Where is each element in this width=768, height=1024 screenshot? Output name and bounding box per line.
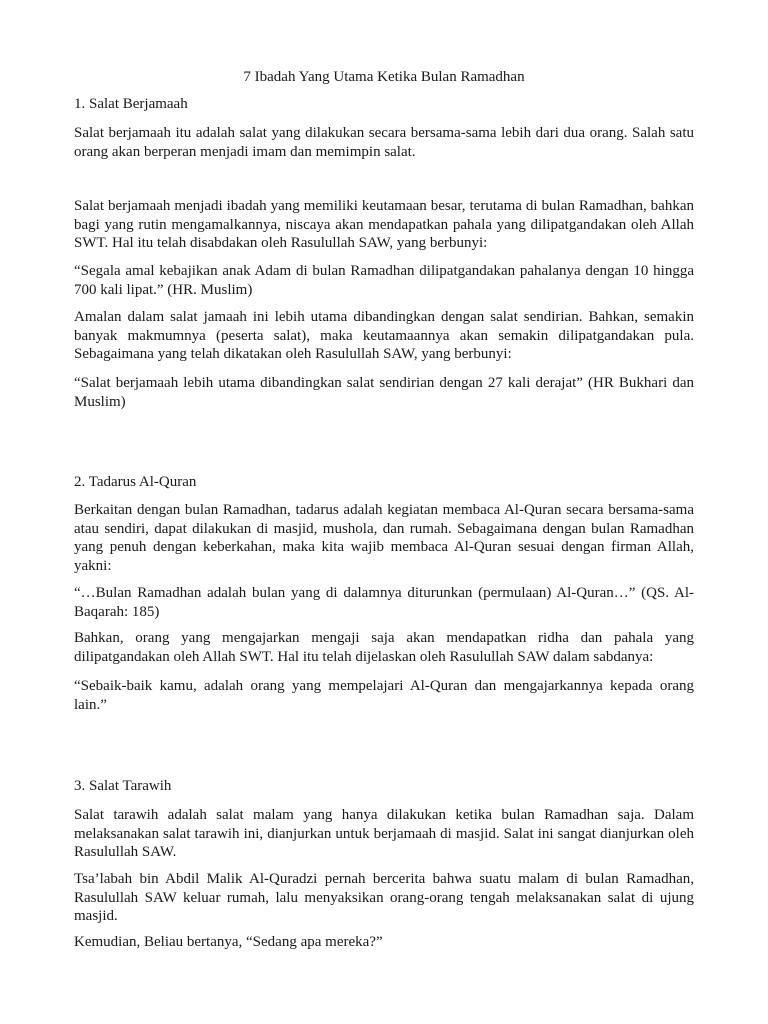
paragraph: Salat berjamaah itu adalah salat yang dilakukan secara bersama-sama lebih dari dua orang. Salah satu orang akan berperan menjadi imam dan memimpin salat. (74, 125, 694, 160)
paragraph: Bahkan, orang yang mengajarkan mengaji saja akan mendapatkan ridha dan pahala yang dilipatgandakan oleh Allah SWT. Hal itu telah dijelaskan oleh Rasulullah SAW dalam sabdanya: (74, 630, 694, 665)
paragraph: Berkaitan dengan bulan Ramadhan, tadarus adalah kegiatan membaca Al-Quran secara bersama-sama atau sendiri, dapat dilakukan di masjid, mushola, dan rumah. Sebagaimana dengan bulan Ramadhan yang penuh dengan keberkahan, maka kita wajib membaca Al-Quran sesuai dengan firman Allah, yakni: (74, 502, 694, 574)
section-heading: 3. Salat Tarawih (74, 778, 172, 794)
section-heading: 2. Tadarus Al-Quran (74, 474, 197, 490)
quote-paragraph: “…Bulan Ramadhan adalah bulan yang di dalamnya diturunkan (permulaan) Al-Quran…” (QS. Al-Baqarah: 185) (74, 585, 694, 620)
paragraph: Salat berjamaah menjadi ibadah yang memiliki keutamaan besar, terutama di bulan Ramadhan, bahkan bagi yang rutin mengamalkannya, niscaya akan mendapatkan pahala yang dilipatgandakan oleh Allah SWT. Hal itu telah disabdakan oleh Rasulullah SAW, yang berbunyi: (74, 198, 694, 252)
section-heading: 1. Salat Berjamaah (74, 96, 188, 112)
paragraph: Kemudian, Beliau bertanya, “Sedang apa mereka?” (74, 934, 383, 950)
quote-paragraph: “Sebaik-baik kamu, adalah orang yang mempelajari Al-Quran dan mengajarkannya kepada orang lain.” (74, 678, 694, 713)
paragraph: Salat tarawih adalah salat malam yang hanya dilakukan ketika bulan Ramadhan saja. Dalam melaksanakan salat tarawih ini, dianjurkan untuk berjamaah di masjid. Salat ini sangat dianjurkan oleh Rasulullah SAW. (74, 807, 694, 861)
document-title: 7 Ibadah Yang Utama Ketika Bulan Ramadhan (243, 69, 525, 85)
quote-paragraph: “Segala amal kebajikan anak Adam di bulan Ramadhan dilipatgandakan pahalanya dengan 10 hingga 700 kali lipat.” (HR. Muslim) (74, 263, 694, 298)
paragraph: Amalan dalam salat jamaah ini lebih utama dibandingkan dengan salat sendirian. Bahkan, semakin banyak makmumnya (peserta salat), maka keutamaannya akan semakin dilipatgandakan pula. Sebagaimana yang telah dikatakan oleh Rasulullah SAW, yang berbunyi: (74, 309, 694, 363)
quote-paragraph: “Salat berjamaah lebih utama dibandingkan salat sendirian dengan 27 kali derajat” (HR Bukhari dan Muslim) (74, 375, 694, 410)
paragraph: Tsa’labah bin Abdil Malik Al-Quradzi pernah bercerita bahwa suatu malam di bulan Ramadhan, Rasulullah SAW keluar rumah, lalu menyaksikan orang-orang tengah melaksanakan salat di ujung masjid. (74, 871, 694, 925)
